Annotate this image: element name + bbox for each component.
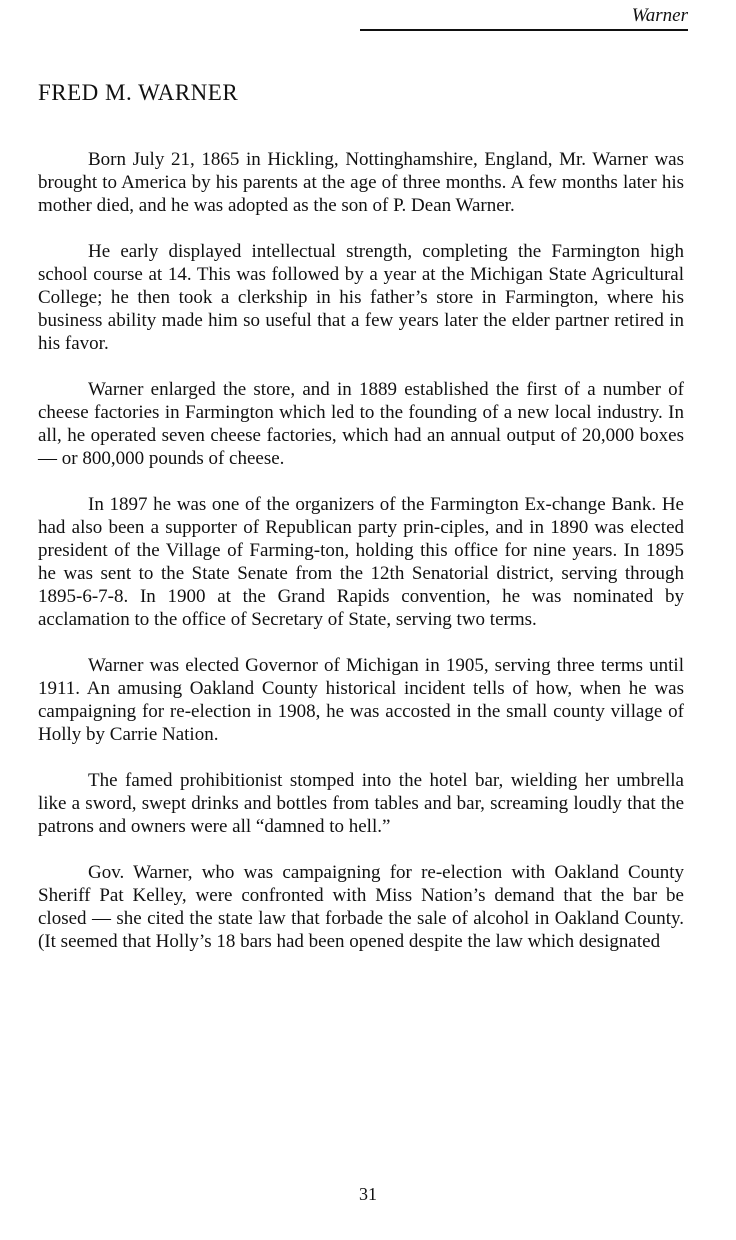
page-number: 31 — [359, 1184, 377, 1204]
running-head: Warner — [631, 5, 688, 26]
paragraph-political-career: In 1897 he was one of the organizers of the Farmington Ex-change Bank. He had also been a supporter of Republican party prin-ciples, and in 1890 was elected president of the Village of Farming-ton, holding this office for nine years. In 1895 he was sent to the State Senate from the 12th Senatorial district, serving through 1895-6-7-8. In 1900 at the Grand Rapids convention, he was nominated by acclamation to the office of Secretary of State, serving two terms. — [38, 494, 684, 630]
paragraph-birth: Born July 21, 1865 in Hickling, Nottinghamshire, England, Mr. Warner was brought to America by his parents at the age of three months. A few months later his mother died, and he was adopted as the son of P. Dean Warner. — [38, 149, 684, 216]
paragraph-cheese-factories: Warner enlarged the store, and in 1889 established the first of a number of cheese factories in Farmington which led to the founding of a new local industry. In all, he operated seven cheese factories, which had an annual output of 20,000 boxes — or 800,000 pounds of cheese. — [38, 379, 684, 469]
body-text — [38, 148, 684, 976]
chapter-title: FRED M. WARNER — [38, 80, 239, 105]
paragraph-education: He early displayed intellectual strength, completing the Farmington high school course at 14. This was followed by a year at the Michigan State Agricultural College; he then took a clerkship in his father’s store in Farmington, where his business ability made him so useful that a few years later the elder partner retired in his favor. — [38, 241, 684, 354]
header-rule — [360, 29, 688, 31]
paragraph-carrie-nation: The famed prohibitionist stomped into the hotel bar, wielding her umbrella like a sword, swept drinks and bottles from tables and bar, screaming loudly that the patrons and owners were all “damned to hell.” — [38, 770, 684, 837]
paragraph-governorship: Warner was elected Governor of Michigan in 1905, serving three terms until 1911. An amusing Oakland County historical incident tells of how, when he was campaigning for re-election in 1908, he was accosted in the small county village of Holly by Carrie Nation. — [38, 655, 684, 745]
paragraph-sheriff: Gov. Warner, who was campaigning for re-election with Oakland County Sheriff Pat Kelley, were confronted with Miss Nation’s demand that the bar be closed — she cited the state law that forbade the sale of alcohol in Oakland County. (It seemed that Holly’s 18 bars had been opened despite the law which designated — [38, 862, 684, 952]
